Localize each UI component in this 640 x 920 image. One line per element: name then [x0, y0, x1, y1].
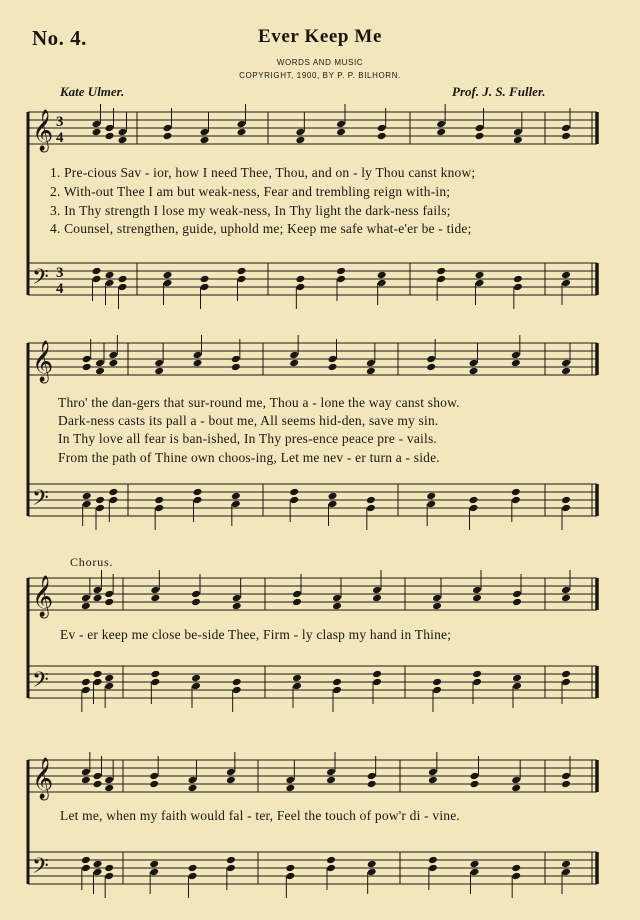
bass-note: [231, 492, 241, 501]
bass-note: [154, 504, 164, 513]
system4-treble-clef-icon: 𝄞: [32, 758, 54, 799]
bass-note: [328, 500, 338, 509]
bass-note: [231, 500, 241, 509]
bass-note: [93, 678, 103, 687]
verse-line-s2-2: Dark-ness casts its pall a - bout me, All seems hid-den, save my sin.: [58, 413, 439, 428]
treble-note: [150, 594, 160, 603]
treble-note: [200, 128, 210, 137]
bass-note: [366, 496, 376, 505]
time-signature-bottom: 4: [56, 130, 64, 146]
bass-note: [513, 275, 523, 284]
bass-note: [289, 496, 299, 505]
treble-note: [95, 367, 105, 376]
verse-line-s1-1: 1. Pre-cious Sav - ior, how I need Thee, Thou, and on - ly Thou canst know;: [50, 165, 476, 180]
treble-note: [285, 776, 295, 785]
treble-note: [561, 367, 571, 376]
bass-note: [93, 868, 103, 877]
treble-note: [104, 598, 114, 607]
bass-note: [163, 271, 173, 280]
treble-note: [104, 590, 114, 599]
bass-note: [81, 856, 91, 865]
bass-note: [470, 868, 480, 877]
bass-note: [512, 682, 522, 691]
treble-note: [193, 351, 203, 360]
bass-note: [561, 868, 571, 877]
bass-note: [472, 670, 482, 679]
bass-note: [332, 678, 342, 687]
bass-note: [561, 504, 571, 513]
treble-note: [511, 351, 521, 360]
treble-note: [561, 124, 571, 133]
treble-note: [108, 359, 118, 368]
bass-note: [232, 686, 242, 695]
treble-note: [193, 359, 203, 368]
chorus-line-1: Ev - er keep me close be-side Thee, Firm - ly clasp my hand in Thine;: [60, 627, 452, 642]
bass-note: [93, 860, 103, 869]
bass-note: [377, 271, 387, 280]
bass-note: [163, 279, 173, 288]
treble-note: [93, 772, 103, 781]
credit-words-music: WORDS AND MUSIC: [276, 58, 364, 67]
verse-line-s1-4: 4. Counsel, strengthen, guide, uphold me; Keep me safe what-e'er be - tide;: [50, 221, 472, 236]
treble-note: [200, 136, 210, 145]
treble-note: [154, 359, 164, 368]
hymn-number: No. 4.: [32, 26, 87, 50]
treble-note: [226, 768, 236, 777]
bass-note: [95, 496, 105, 505]
bass-note: [292, 682, 302, 691]
bass-note: [377, 279, 387, 288]
treble-note: [82, 363, 92, 372]
treble-note: [93, 780, 103, 789]
treble-note: [191, 590, 201, 599]
bass-note: [326, 864, 336, 873]
treble-note: [149, 772, 159, 781]
treble-note: [292, 590, 302, 599]
bass-note: [561, 678, 571, 687]
treble-note: [81, 602, 91, 611]
treble-note: [105, 132, 115, 141]
treble-note: [104, 776, 114, 785]
bass-note: [237, 275, 247, 284]
treble-note: [472, 586, 482, 595]
system1-treble-clef-icon: 𝄞: [32, 110, 54, 151]
treble-note: [432, 594, 442, 603]
bass-note: [188, 872, 198, 881]
bass-note: [475, 271, 485, 280]
bass-note: [561, 670, 571, 679]
bass-note: [92, 267, 102, 276]
treble-note: [118, 128, 128, 137]
bass-note: [366, 504, 376, 513]
bass-note: [104, 682, 114, 691]
treble-note: [469, 367, 479, 376]
treble-note: [93, 594, 103, 603]
treble-note: [561, 780, 571, 789]
treble-note: [472, 594, 482, 603]
bass-note: [193, 488, 203, 497]
bass-note: [367, 860, 377, 869]
bass-note: [191, 682, 201, 691]
verse-line-s2-3: In Thy love all fear is ban-ished, In Thy pres-ence peace pre - vails.: [58, 431, 437, 446]
treble-note: [336, 128, 346, 137]
treble-note: [366, 359, 376, 368]
bass-note: [511, 864, 521, 873]
treble-note: [432, 602, 442, 611]
treble-note: [336, 120, 346, 129]
treble-note: [289, 351, 299, 360]
treble-note: [511, 784, 521, 793]
treble-note: [469, 359, 479, 368]
treble-note: [237, 128, 247, 137]
treble-note: [428, 776, 438, 785]
treble-note: [475, 132, 485, 141]
time-signature-top: 3: [56, 114, 64, 130]
hymn-title: Ever Keep Me: [258, 26, 382, 47]
verse-line-s1-2: 2. With-out Thee I am but weak-ness, Fear and trembling reign with-in;: [50, 184, 451, 199]
treble-note: [561, 132, 571, 141]
bass-note: [118, 283, 128, 292]
treble-note: [292, 598, 302, 607]
bass-note: [367, 868, 377, 877]
treble-note: [377, 132, 387, 141]
verse-line-s2-4: From the path of Thine own choos-ing, Let me nev - er turn a - side.: [58, 450, 440, 465]
bass-note: [326, 856, 336, 865]
bass-note: [428, 856, 438, 865]
treble-note: [561, 359, 571, 368]
treble-note: [285, 784, 295, 793]
bass-note: [95, 504, 105, 513]
bass-note: [475, 279, 485, 288]
bass-note: [81, 678, 91, 687]
treble-note: [231, 355, 241, 364]
bass-note: [336, 275, 346, 284]
time-signature-top: 3: [56, 265, 64, 281]
system1-bass-clef-icon: 𝄢: [32, 265, 49, 295]
treble-note: [366, 367, 376, 376]
verse-line-s2-1: Thro' the dan-gers that sur-round me, Thou a - lone the way canst show.: [58, 395, 460, 410]
bass-note: [470, 860, 480, 869]
bass-note: [81, 864, 91, 873]
bass-note: [372, 670, 382, 679]
bass-note: [426, 492, 436, 501]
credit-copyright: COPYRIGHT, 1900, BY P. P. BILHORN.: [239, 71, 401, 80]
treble-note: [150, 586, 160, 595]
bass-note: [372, 678, 382, 687]
system2-treble-clef-icon: 𝄞: [32, 341, 54, 382]
bass-note: [82, 500, 92, 509]
bass-note: [561, 271, 571, 280]
treble-note: [426, 355, 436, 364]
treble-note: [367, 772, 377, 781]
treble-note: [426, 363, 436, 372]
bass-note: [92, 275, 102, 284]
treble-note: [428, 768, 438, 777]
bass-note: [511, 496, 521, 505]
treble-note: [108, 351, 118, 360]
bass-note: [332, 686, 342, 695]
time-signature-bottom: 4: [56, 281, 64, 297]
treble-note: [512, 590, 522, 599]
bass-note: [104, 864, 114, 873]
treble-note: [475, 124, 485, 133]
composer: Prof. J. S. Fuller.: [452, 84, 546, 99]
bass-note: [149, 868, 159, 877]
treble-note: [326, 776, 336, 785]
treble-note: [188, 776, 198, 785]
treble-note: [118, 136, 128, 145]
bass-note: [104, 872, 114, 881]
treble-note: [105, 124, 115, 133]
lyricist: Kate Ulmer.: [60, 84, 125, 99]
bass-note: [237, 267, 247, 276]
treble-note: [82, 355, 92, 364]
treble-note: [93, 586, 103, 595]
treble-note: [470, 772, 480, 781]
treble-note: [328, 363, 338, 372]
treble-note: [163, 124, 173, 133]
treble-note: [513, 128, 523, 137]
treble-note: [81, 768, 91, 777]
treble-note: [232, 602, 242, 611]
bass-note: [82, 492, 92, 501]
treble-note: [470, 780, 480, 789]
treble-note: [231, 363, 241, 372]
bass-note: [561, 860, 571, 869]
treble-note: [511, 776, 521, 785]
bass-note: [289, 488, 299, 497]
bass-note: [328, 492, 338, 501]
bass-note: [200, 275, 210, 284]
treble-note: [295, 128, 305, 137]
treble-note: [561, 586, 571, 595]
treble-note: [372, 594, 382, 603]
treble-note: [561, 594, 571, 603]
bass-note: [561, 496, 571, 505]
chorus-label: Chorus.: [70, 555, 114, 569]
treble-note: [332, 602, 342, 611]
treble-note: [226, 776, 236, 785]
treble-note: [81, 594, 91, 603]
bass-note: [472, 678, 482, 687]
treble-note: [191, 598, 201, 607]
chorus-line-2: Let me, when my faith would fal - ter, Feel the touch of pow'r di - vine.: [60, 808, 461, 823]
bass-note: [512, 674, 522, 683]
bass-note: [295, 275, 305, 284]
treble-note: [92, 120, 102, 129]
bass-note: [150, 670, 160, 679]
treble-note: [188, 784, 198, 793]
bass-note: [436, 267, 446, 276]
bass-note: [432, 678, 442, 687]
treble-note: [512, 598, 522, 607]
treble-note: [436, 120, 446, 129]
treble-note: [561, 772, 571, 781]
treble-note: [511, 359, 521, 368]
bass-note: [108, 488, 118, 497]
bass-note: [428, 864, 438, 873]
system3-treble-clef-icon: 𝄞: [32, 576, 54, 617]
bass-note: [292, 674, 302, 683]
bass-note: [285, 872, 295, 881]
treble-note: [81, 776, 91, 785]
bass-note: [513, 283, 523, 292]
treble-note: [92, 128, 102, 137]
treble-note: [513, 136, 523, 145]
system3-bass-clef-icon: 𝄢: [32, 668, 49, 698]
bass-note: [81, 686, 91, 695]
treble-note: [367, 780, 377, 789]
treble-note: [377, 124, 387, 133]
bass-note: [105, 279, 115, 288]
bass-note: [511, 872, 521, 881]
treble-note: [326, 768, 336, 777]
bass-note: [150, 678, 160, 687]
bass-note: [104, 674, 114, 683]
treble-note: [154, 367, 164, 376]
bass-note: [469, 504, 479, 513]
treble-note: [237, 120, 247, 129]
bass-note: [336, 267, 346, 276]
bass-note: [108, 496, 118, 505]
bass-note: [561, 279, 571, 288]
treble-note: [332, 594, 342, 603]
bass-note: [285, 864, 295, 873]
bass-note: [436, 275, 446, 284]
bass-note: [188, 864, 198, 873]
system2-bass-clef-icon: 𝄢: [32, 486, 49, 516]
bass-note: [469, 496, 479, 505]
treble-note: [232, 594, 242, 603]
system4-bass-clef-icon: 𝄢: [32, 854, 49, 884]
bass-note: [200, 283, 210, 292]
treble-note: [295, 136, 305, 145]
bass-note: [432, 686, 442, 695]
treble-note: [328, 355, 338, 364]
bass-note: [226, 864, 236, 873]
treble-note: [372, 586, 382, 595]
treble-note: [289, 359, 299, 368]
bass-note: [105, 271, 115, 280]
bass-note: [154, 496, 164, 505]
treble-note: [149, 780, 159, 789]
bass-note: [226, 856, 236, 865]
bass-note: [191, 674, 201, 683]
bass-note: [295, 283, 305, 292]
treble-note: [104, 784, 114, 793]
bass-note: [511, 488, 521, 497]
bass-note: [193, 496, 203, 505]
verse-line-s1-3: 3. In Thy strength I lose my weak-ness, In Thy light the dark-ness fails;: [50, 203, 451, 218]
bass-note: [232, 678, 242, 687]
bass-note: [118, 275, 128, 284]
bass-note: [149, 860, 159, 869]
treble-note: [95, 359, 105, 368]
bass-note: [93, 670, 103, 679]
treble-note: [436, 128, 446, 137]
bass-note: [426, 500, 436, 509]
treble-note: [163, 132, 173, 141]
